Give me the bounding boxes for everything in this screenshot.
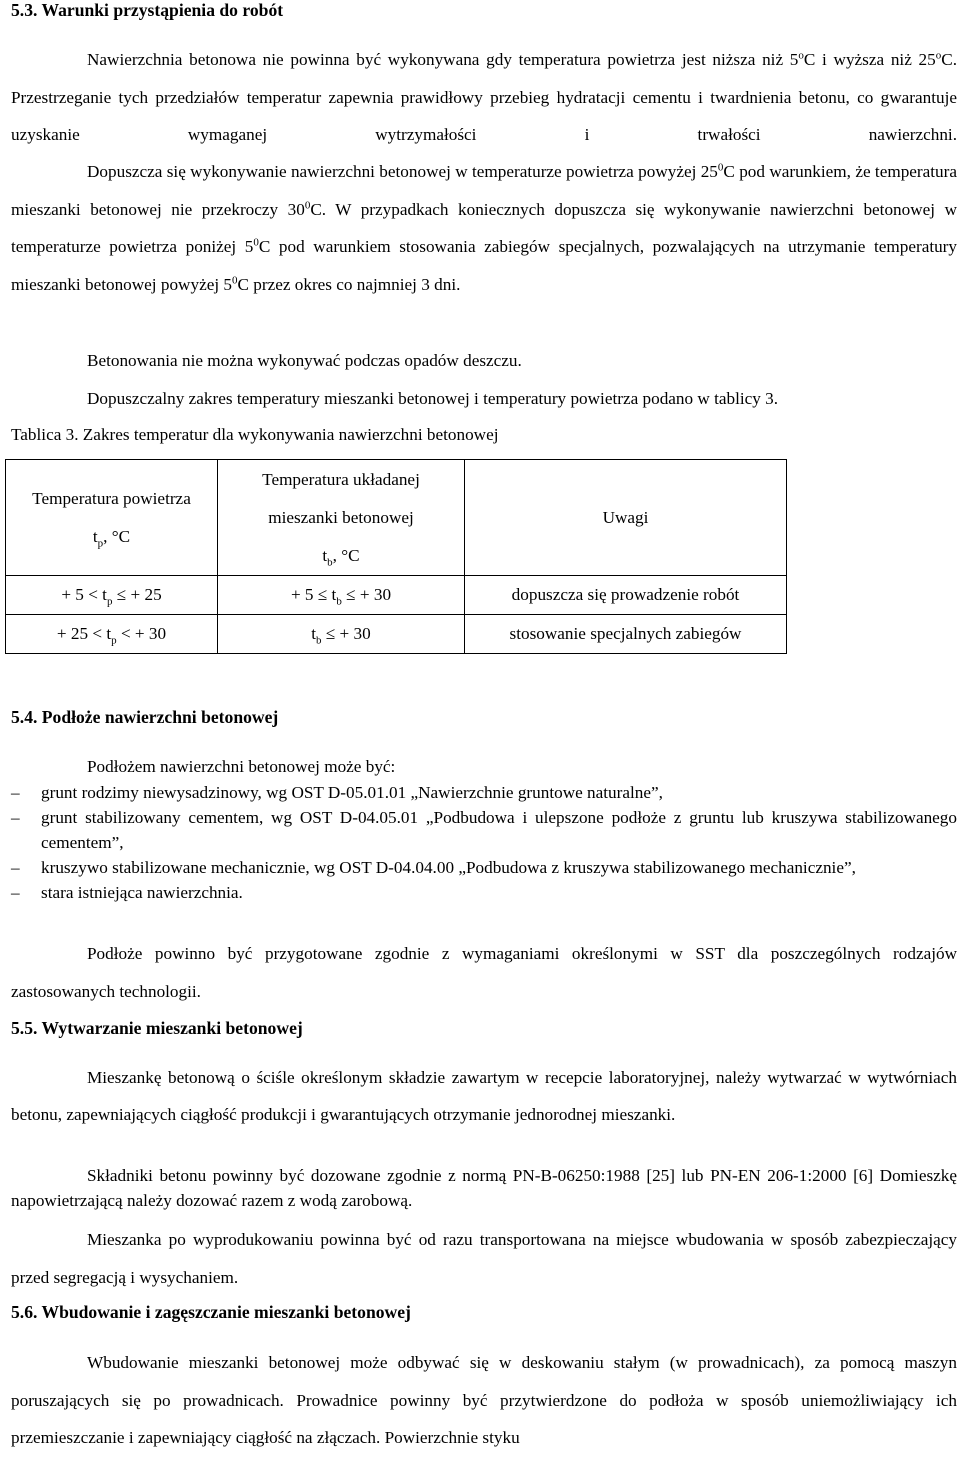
- cell-air-range: + $25 < t_p$ < + 30: [6, 615, 218, 654]
- paragraph-rain: Betonowania nie można wykonywać podczas opadów deszczu.: [87, 351, 522, 370]
- table-header-row: [6, 460, 787, 576]
- paragraph-placement: Wbudowanie mieszanki betonowej może odbywać się w deskowaniu stałym (w prowadnicach), za pomocą maszyn poruszających się po prowadnicach. Prowadnice powinny być przytwierdzone do podłoża w sposób uniemożliwiający ich przemieszczanie i zapewniający ciągłość na złączach. Powierzchnie styku: [11, 1353, 957, 1448]
- paragraph-base-preparation: Podłoże powinno być przygotowane zgodnie z wymaganiami określonymi w SST dla poszczególnych rodzajów zastosowanych technologii.: [11, 944, 957, 1001]
- temperature-table: [5, 459, 787, 654]
- base-list: [11, 780, 957, 905]
- paragraph-table-ref: Dopuszczalny zakres temperatury mieszanki betonowej i temperatury powietrza podano w tablicy 3.: [87, 389, 779, 408]
- text: Dopuszcza się wykonywanie nawierzchni betonowej w temperaturze powietrza powyżej 25: [87, 162, 718, 181]
- section-heading-5-5: 5.5. Wytwarzanie mieszanki betonowej: [11, 1018, 303, 1038]
- degree-sup: 0: [717, 161, 724, 174]
- text: C pod warunkiem stosowania zabiegów specjalnych, pozwalających na utrzymanie temperatury mieszanki betonowej powyżej 5: [11, 237, 958, 294]
- degree-sup: o: [798, 49, 804, 62]
- list-item: [11, 855, 957, 880]
- list-item-text: kruszywo stabilizowane mechanicznie, wg OST D-04.04.00 „Podbudowa z kruszywa stabilizowanego mechanicznie”,: [41, 858, 856, 877]
- paragraph-allowed-conditions: [11, 153, 957, 303]
- dash-marker: –: [11, 883, 20, 902]
- list-item: [11, 880, 957, 905]
- paragraph-base-intro: Podłożem nawierzchni betonowej może być:: [87, 757, 396, 776]
- paragraph-dosing: Składniki betonu powinny być dozowane zgodnie z normą PN-B-06250:1988 [25] lub PN-EN 206-1:2000 [6] Domieszkę napowietrzającą należy dozować razem z wodą zarobową.: [11, 1166, 957, 1210]
- header-unit: $t_b$, °C: [322, 545, 360, 568]
- degree-sup: 0: [304, 198, 311, 211]
- section-heading-5-3: 5.3. Warunki przystąpienia do robót: [11, 0, 284, 20]
- degree-sup: 0: [253, 236, 259, 249]
- list-item-text: stara istniejąca nawierzchnia.: [41, 883, 243, 902]
- section-heading-5-6: 5.6. Wbudowanie i zagęszczanie mieszanki betonowej: [11, 1302, 411, 1322]
- list-item: [11, 780, 957, 805]
- text: C pod warunkiem, że temperatura mieszanki betonowej nie przekroczy 30: [11, 162, 957, 219]
- header-unit: $t_p$, °C: [92, 526, 131, 549]
- text: C przez okres co najmniej 3 dni.: [237, 274, 461, 294]
- list-item-text: grunt rodzimy niewysadzinowy, wg OST D-05.01.01 „Nawierzchnie gruntowe naturalne”,: [41, 783, 663, 802]
- header-notes: Uwagi: [465, 460, 787, 576]
- list-item-text: grunt stabilizowany cementem, wg OST D-04.05.01 „Podbudowa i ulepszone podłoże z gruntu lub kruszywa stabilizowanego cementem”,: [41, 808, 957, 852]
- section-heading-5-4: 5.4. Podłoże nawierzchni betonowej: [11, 707, 279, 727]
- table-caption: Tablica 3. Zakres temperatur dla wykonywania nawierzchni betonowej: [11, 425, 499, 444]
- text: Nawierzchnia betonowa nie powinna być wykonywana gdy temperatura powietrza jest niższa niż 5: [87, 50, 799, 69]
- header-text: mieszanki betonowej: [268, 507, 414, 527]
- paragraph-transport: Mieszanka po wyprodukowaniu powinna być od razu transportowana na miejsce wbudowania w sposób zabezpieczający przed segregacją i wysychaniem.: [11, 1230, 957, 1287]
- text: C i wyższa niż 25: [803, 50, 936, 69]
- header-air-temp: [6, 460, 218, 576]
- paragraph-mix-production: Mieszankę betonową o ściśle określonym składzie zawartym w recepcie laboratoryjnej, należy wytwarzać w wytwórniach betonu, zapewniających ciągłość produkcji i gwarantujących otrzymanie jednorodnej mieszanki.: [11, 1068, 957, 1124]
- header-mix-temp: [218, 460, 465, 576]
- dash-marker: –: [11, 808, 20, 827]
- degree-sup: 0: [232, 274, 238, 287]
- cell-note: dopuszcza się prowadzenie robót: [465, 576, 787, 615]
- cell-mix-range: + $5 \le t_b$ ≤ + 30: [218, 576, 465, 615]
- cell-air-range: + $5 < t_p$ ≤ + 25: [6, 576, 218, 615]
- header-text: Temperatura układanej: [262, 469, 420, 489]
- table-row: [6, 576, 787, 615]
- dash-marker: –: [11, 858, 20, 877]
- dash-marker: –: [11, 783, 20, 802]
- text: C. Przestrzeganie tych przedziałów temperatur zapewnia prawidłowy przebieg hydratacji cementu i twardnienia betonu, co gwarantuje uzyskanie wymaganej wytrzymałości i trwałości nawierzchni.: [11, 50, 957, 145]
- list-item: [11, 805, 957, 855]
- cell-note: stosowanie specjalnych zabiegów: [465, 615, 787, 654]
- text: C. W przypadkach koniecznych dopuszcza się wykonywanie nawierzchni betonowej w temperaturze powietrza poniżej 5: [11, 199, 957, 257]
- cell-mix-range: $t_b$ ≤ + 30: [218, 615, 465, 654]
- table-row: [6, 615, 787, 654]
- header-text: Temperatura powietrza: [32, 488, 191, 508]
- degree-sup: o: [935, 49, 942, 62]
- paragraph-temperature-range: [11, 41, 957, 154]
